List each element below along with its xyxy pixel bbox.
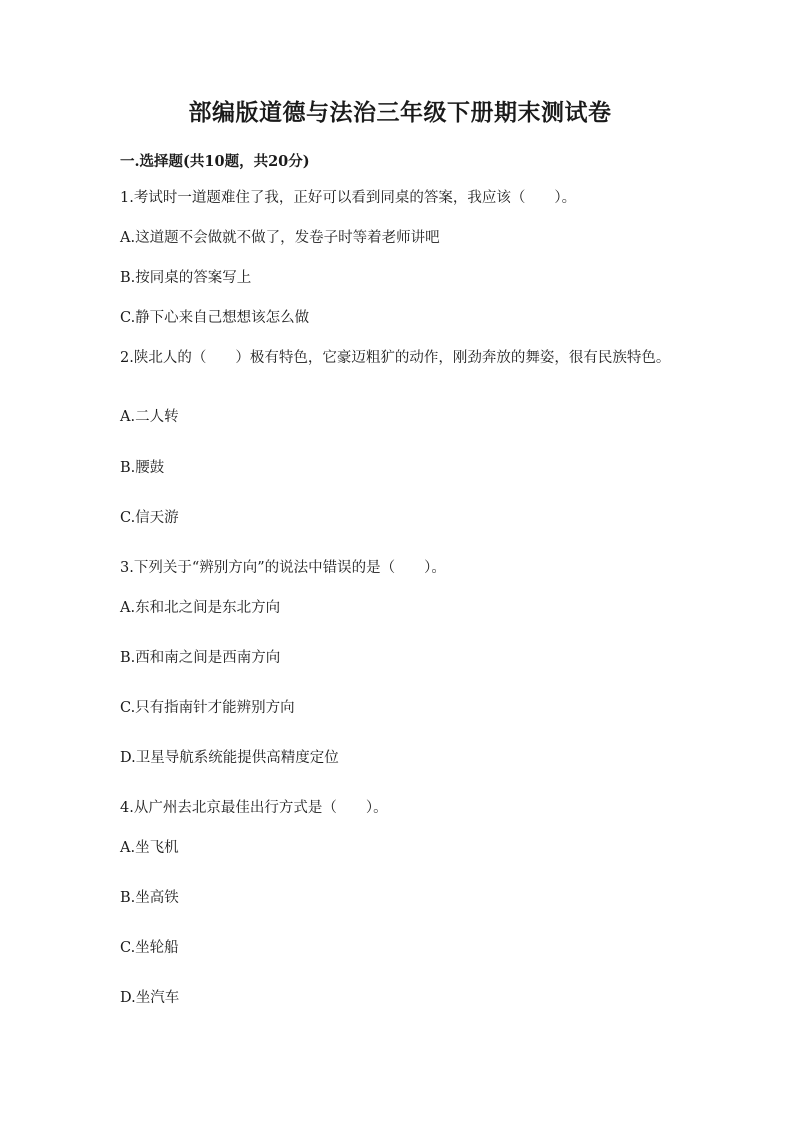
- question-4-stem: 4.从广州去北京最佳出行方式是（ ）。: [120, 800, 388, 816]
- question-4-option-c: C.坐轮船: [120, 940, 179, 956]
- question-2-option-b: B.腰鼓: [120, 460, 165, 476]
- question-3-option-d: D.卫星导航系统能提供高精度定位: [120, 750, 339, 766]
- question-1-option-c: C.静下心来自己想想该怎么做: [120, 310, 310, 326]
- question-1-option-b: B.按同桌的答案写上: [120, 270, 252, 286]
- question-3-stem: 3.下列关于“辨别方向”的说法中错误的是（ ）。: [120, 560, 446, 576]
- question-2-option-a: A.二人转: [120, 409, 179, 425]
- question-1-option-a: A.这道题不会做就不做了，发卷子时等着老师讲吧: [120, 230, 440, 246]
- page-title: 部编版道德与法治三年级下册期末测试卷: [188, 99, 612, 126]
- question-1-stem: 1.考试时一道题难住了我，正好可以看到同桌的答案，我应该（ ）。: [120, 190, 577, 206]
- question-2-stem: 2.陕北人的（ ）极有特色，它豪迈粗犷的动作，刚劲奔放的舞姿，很有民族特色。: [120, 350, 671, 366]
- section-heading: 一.选择题(共10题，共20分): [120, 153, 310, 170]
- question-4-option-b: B.坐高铁: [120, 890, 179, 906]
- question-4-option-d: D.坐汽车: [120, 990, 180, 1006]
- question-3-option-b: B.西和南之间是西南方向: [120, 650, 281, 666]
- question-3-option-c: C.只有指南针才能辨别方向: [120, 700, 295, 716]
- question-4-option-a: A.坐飞机: [120, 840, 179, 856]
- question-3-option-a: A.东和北之间是东北方向: [120, 600, 281, 616]
- question-2-option-c: C.信天游: [120, 510, 179, 526]
